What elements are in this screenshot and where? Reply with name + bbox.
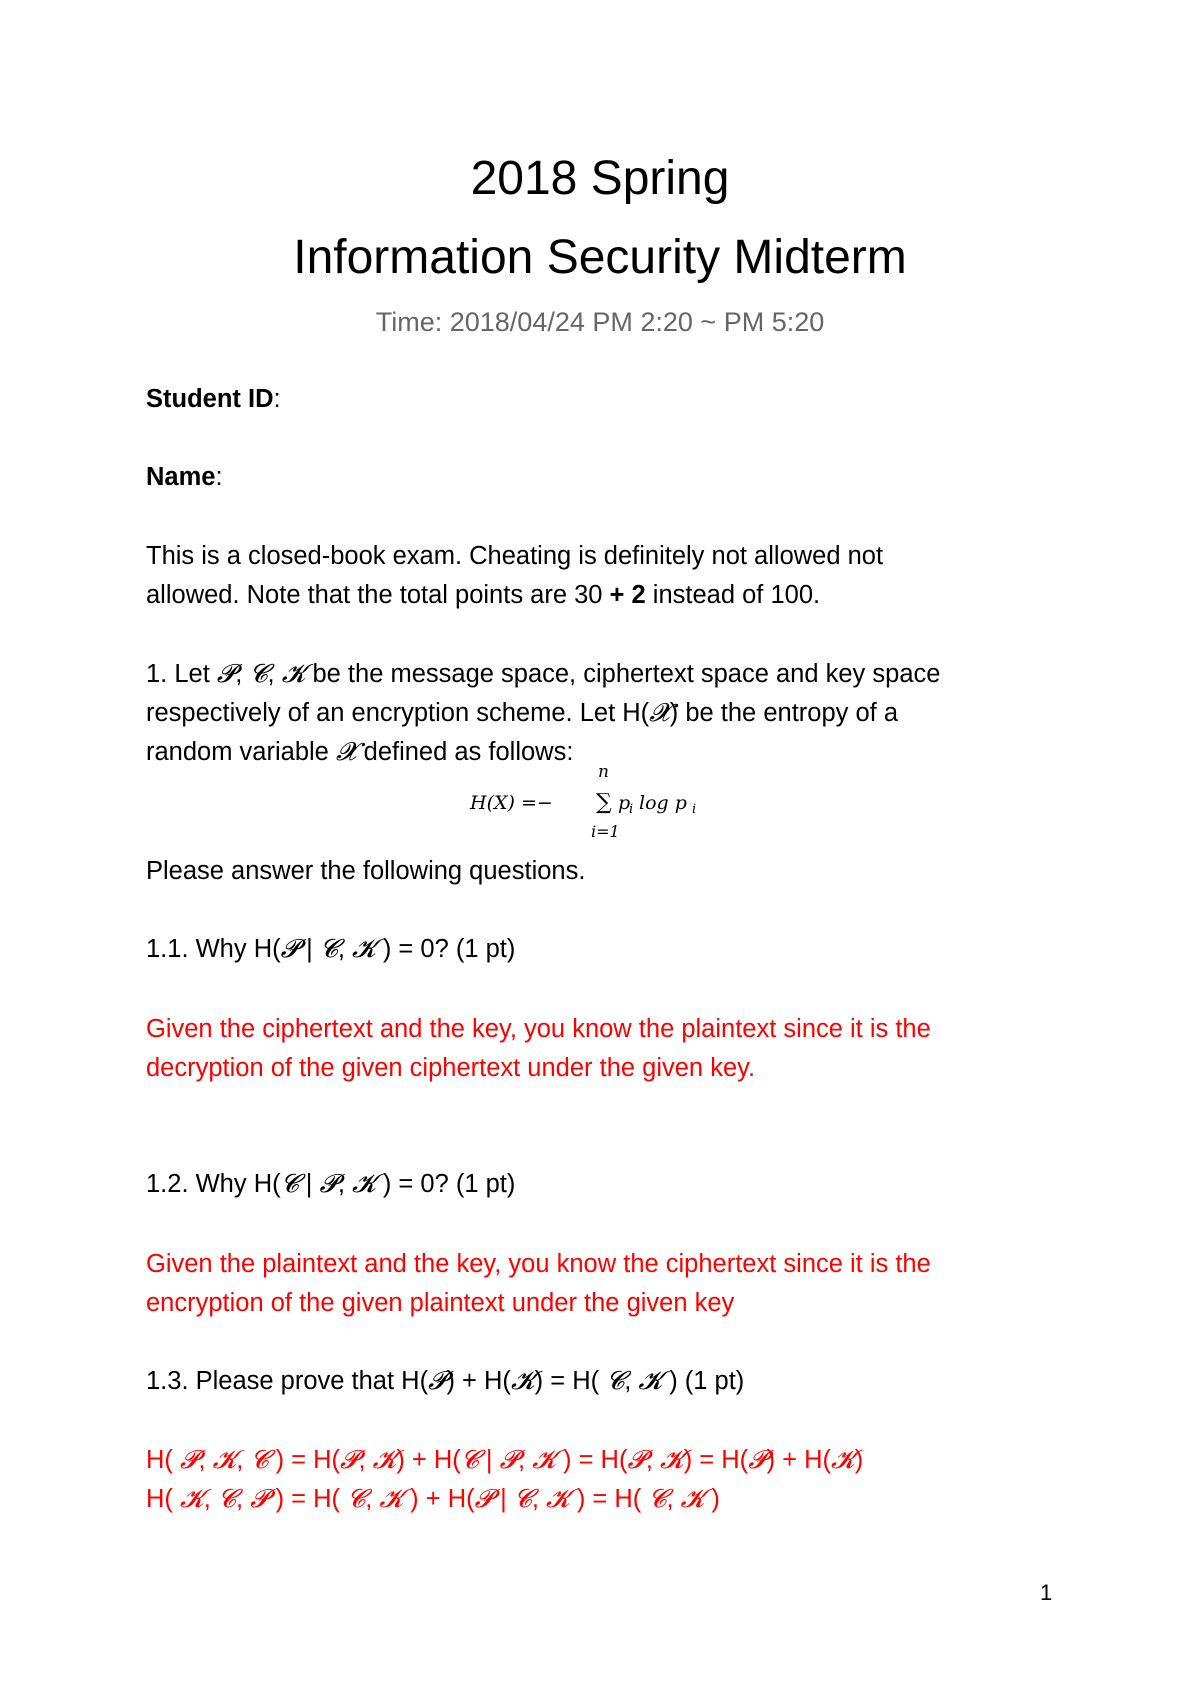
comma: , (198, 1446, 213, 1474)
key-space-symbol: 𝓚 (379, 1484, 404, 1514)
proof-text: ) (854, 1446, 864, 1474)
question-1-line-3-start: random variable (146, 738, 336, 766)
question-1-line-2-start: respectively of an encryption scheme. Let H( (146, 699, 650, 727)
entropy-formula (470, 762, 740, 844)
intro-line-2-text: allowed. Note that the total points are 30 (146, 581, 610, 609)
question-1-line-2-end: ) be the entropy of a (669, 699, 898, 727)
answer-prompt: Please answer the following questions. (146, 857, 586, 885)
plus: ) + H( (446, 1367, 511, 1395)
intro-line-2-end: instead of 100. (645, 581, 821, 609)
comma: , (531, 1485, 547, 1513)
comma: , (236, 1446, 251, 1474)
formula-sub-i: i (629, 802, 634, 817)
formula-lhs: H(X) =− (470, 792, 553, 814)
question-1-3-suffix: ) (1 pt) (662, 1367, 745, 1395)
key-space-symbol: 𝓚 (372, 1445, 397, 1475)
key-space-symbol: 𝓚 (180, 1484, 204, 1514)
message-space-symbol: 𝓟 (340, 1445, 359, 1475)
exam-title-course: Information Security Midterm (293, 231, 907, 284)
question-1-2-suffix: ) = 0? (1 pt) (375, 1170, 516, 1198)
proof-text: ) = H( (569, 1485, 649, 1513)
proof-text: ) = H( (555, 1446, 628, 1474)
question-1-line-2 (146, 694, 1046, 733)
question-1-line-3-end: defined as follows: (356, 738, 574, 766)
question-1-1-suffix: ) = 0? (1 pt) (375, 935, 516, 963)
page-number: 1 (1040, 1580, 1053, 1605)
message-space-symbol: 𝓟 (428, 1366, 447, 1396)
name-colon: : (215, 463, 223, 491)
key-space-symbol: 𝓚 (660, 1445, 684, 1475)
student-id-colon: : (273, 385, 281, 413)
answer-1-1-line-2: decryption of the given ciphertext under the given key. (146, 1054, 756, 1082)
formula-term-p: p (618, 792, 631, 814)
ciphertext-space-symbol: 𝓒 (347, 1484, 366, 1514)
equals: ) = H( (534, 1367, 607, 1395)
ciphertext-space-symbol: 𝓒 (460, 1445, 479, 1475)
sum-upper-limit: n (598, 762, 609, 782)
question-1-1-prefix: 1.1. Why H( (146, 935, 281, 963)
student-id-line (146, 380, 1046, 419)
ciphertext-space-symbol: 𝓒 (513, 1484, 532, 1514)
proof-text: ) = H( (268, 1485, 348, 1513)
key-space-symbol: 𝓚 (546, 1484, 570, 1514)
proof-text: ) + H( (396, 1446, 461, 1474)
answer-1-2-line-2: encryption of the given plaintext under the given key (146, 1289, 735, 1317)
comma: , (267, 660, 282, 688)
ciphertext-space-symbol: 𝓒 (217, 1484, 236, 1514)
ciphertext-space-symbol: 𝓒 (280, 1169, 299, 1199)
proof-text: ) = H( (268, 1446, 341, 1474)
message-space-symbol: 𝓟 (216, 659, 236, 689)
message-space-symbol: 𝓟 (474, 1484, 494, 1514)
key-space-symbol: 𝓚 (212, 1445, 237, 1475)
exam-title-year: 2018 Spring (470, 152, 730, 205)
sum-symbol: ∑ (596, 790, 612, 815)
given-bar: | (299, 935, 320, 963)
key-space-symbol: 𝓚 (352, 934, 376, 964)
message-space-symbol: 𝓟 (627, 1445, 646, 1475)
proof-text: | (493, 1485, 514, 1513)
ciphertext-space-symbol: 𝓒 (319, 934, 338, 964)
intro-line-1: This is a closed-book exam. Cheating is definitely not allowed not (146, 542, 884, 570)
variable-x-symbol: 𝓧 (335, 737, 357, 767)
question-1-2 (146, 1165, 1046, 1204)
comma: , (337, 1170, 353, 1198)
comma: , (235, 1485, 251, 1513)
question-1-description: be the message space, ciphertext space and key space (305, 660, 941, 688)
comma: , (365, 1485, 380, 1513)
answer-1-2-line-1: Given the plaintext and the key, you know the ciphertext since it is the (146, 1250, 931, 1278)
message-space-symbol: 𝓟 (319, 1169, 338, 1199)
formula-sub-i: i (692, 802, 697, 817)
comma: , (235, 660, 250, 688)
proof-line-1 (146, 1441, 1046, 1480)
comma: , (358, 1446, 373, 1474)
proof-text: H( (146, 1446, 180, 1474)
question-1-1 (146, 930, 1046, 969)
proof-text: H( (146, 1485, 180, 1513)
key-space-symbol: 𝓚 (532, 1445, 556, 1475)
comma: , (645, 1446, 661, 1474)
question-1-number: 1. Let (146, 660, 217, 688)
given-bar: | (298, 1170, 320, 1198)
comma: , (624, 1367, 639, 1395)
proof-text: ) = H( (683, 1446, 749, 1474)
sum-lower-limit: i=1 (591, 822, 620, 841)
key-space-symbol: 𝓚 (680, 1484, 705, 1514)
ciphertext-space-symbol: 𝓒 (606, 1366, 625, 1396)
question-1-2-prefix: 1.2. Why H( (146, 1170, 281, 1198)
proof-line-2 (146, 1480, 1046, 1519)
bonus-points: + 2 (609, 581, 646, 609)
name-line (146, 458, 1046, 497)
proof-text: ) + H( (403, 1485, 475, 1513)
ciphertext-space-symbol: 𝓒 (249, 659, 268, 689)
proof-text: ) (704, 1485, 720, 1513)
message-space-symbol: 𝓟 (499, 1445, 519, 1475)
message-space-symbol: 𝓟 (748, 1445, 767, 1475)
message-space-symbol: 𝓟 (180, 1445, 199, 1475)
message-space-symbol: 𝓟 (280, 934, 300, 964)
ciphertext-space-symbol: 𝓒 (250, 1445, 269, 1475)
comma: , (518, 1446, 533, 1474)
message-space-symbol: 𝓟 (250, 1484, 269, 1514)
student-id-label: Student ID (146, 385, 274, 413)
question-1-3-prefix: 1.3. Please prove that H( (146, 1367, 429, 1395)
comma: , (666, 1485, 681, 1513)
comma: , (337, 935, 353, 963)
proof-text: ) + H( (766, 1446, 832, 1474)
answer-1-1-line-1: Given the ciphertext and the key, you know the plaintext since it is the (146, 1015, 931, 1043)
question-1-line-1 (146, 655, 1046, 694)
formula-log: log p (639, 792, 687, 814)
key-space-symbol: 𝓚 (281, 659, 306, 689)
variable-x-symbol: 𝓧 (649, 698, 670, 728)
key-space-symbol: 𝓚 (352, 1169, 376, 1199)
intro-line-2 (146, 576, 1046, 615)
key-space-symbol: 𝓚 (638, 1366, 663, 1396)
ciphertext-space-symbol: 𝓒 (648, 1484, 667, 1514)
proof-text: | (478, 1446, 500, 1474)
question-1-3 (146, 1362, 1046, 1401)
name-label: Name (146, 463, 216, 491)
exam-time: Time: 2018/04/24 PM 2:20 ~ PM 5:20 (375, 307, 825, 337)
key-space-symbol: 𝓚 (510, 1366, 535, 1396)
key-space-symbol: 𝓚 (831, 1445, 855, 1475)
comma: , (203, 1485, 218, 1513)
